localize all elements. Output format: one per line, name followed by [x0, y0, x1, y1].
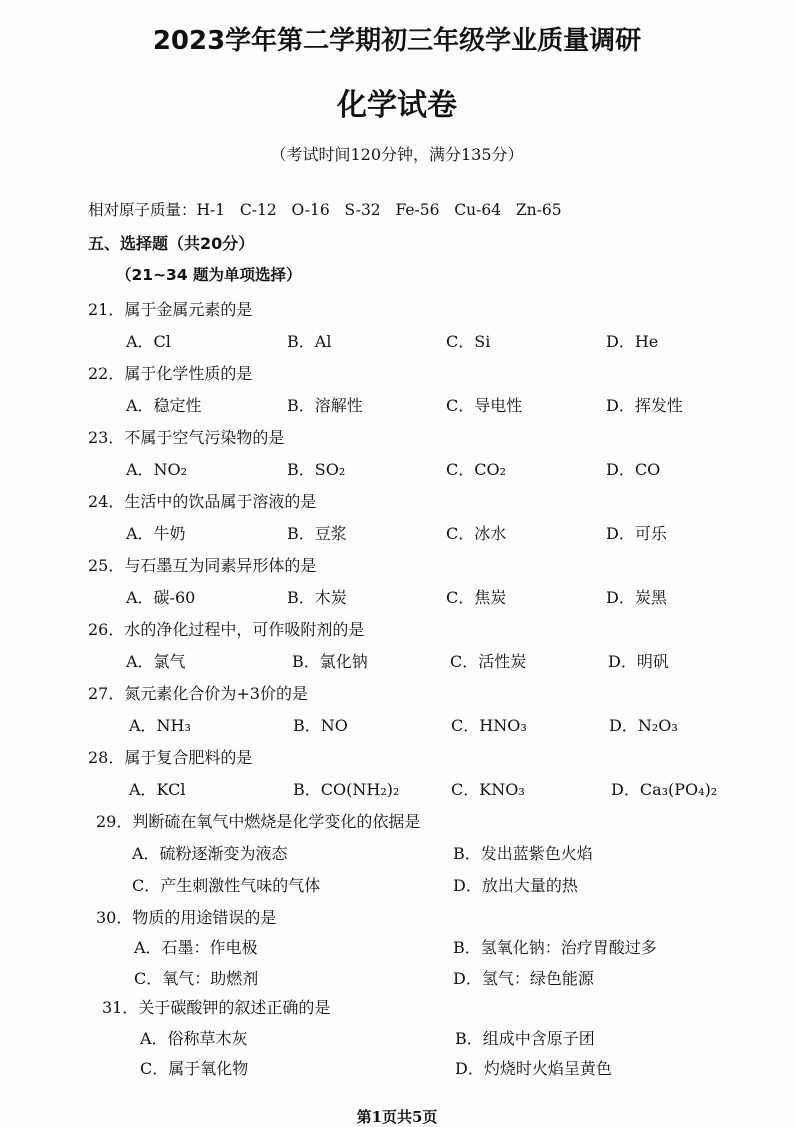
option: C．冰水 [446, 524, 507, 543]
question-stem: 28．属于复合肥料的是 [88, 748, 253, 767]
option: B．Al [287, 332, 332, 351]
exam-title: 2023学年第二学期初三年级学业质量调研 [152, 26, 642, 56]
question-stem: 26．水的净化过程中，可作吸附剂的是 [88, 620, 365, 639]
option: A．稳定性 [126, 396, 202, 415]
option: D．CO [606, 460, 661, 479]
section-instruction: （21~34 题为单项选择） [116, 266, 302, 284]
question-stem: 24．生活中的饮品属于溶液的是 [88, 492, 317, 511]
option: D．明矾 [608, 652, 669, 671]
option: A．硫粉逐渐变为液态 [132, 844, 288, 863]
option: C．产生刺激性气味的气体 [132, 876, 321, 895]
option: C．导电性 [446, 396, 523, 415]
question-stem: 31．关于碳酸钾的叙述正确的是 [102, 998, 331, 1017]
page-number: 第1页共5页 [356, 1108, 438, 1126]
option: C．Si [446, 332, 491, 351]
option: D．挥发性 [606, 396, 683, 415]
option: B．溶解性 [287, 396, 363, 415]
question-stem: 22．属于化学性质的是 [88, 364, 253, 383]
option: A．KCl [129, 780, 186, 799]
option: C．HNO₃ [451, 716, 527, 735]
question-stem: 27．氮元素化合价为+3价的是 [88, 684, 308, 703]
question-stem: 30．物质的用途错误的是 [96, 908, 277, 927]
option: B．氯化钠 [292, 652, 368, 671]
option: D．氢气：绿色能源 [453, 969, 594, 988]
question-stem: 21．属于金属元素的是 [88, 300, 253, 319]
subject-title: 化学试卷 [337, 88, 457, 123]
option: A．碳-60 [126, 588, 196, 607]
option: D．放出大量的热 [453, 876, 578, 895]
section-title: 五、选择题（共20分） [88, 234, 255, 253]
exam-info: （考试时间120分钟，满分135分） [270, 145, 524, 164]
question-stem: 25．与石墨互为同素异形体的是 [88, 556, 317, 575]
question-stem: 29．判断硫在氧气中燃烧是化学变化的依据是 [96, 812, 421, 831]
option: B．NO [293, 716, 348, 735]
option: A．NH₃ [129, 716, 191, 735]
option: A．Cl [126, 332, 171, 351]
option: C．属于氧化物 [140, 1059, 249, 1078]
option: D．N₂O₃ [609, 716, 678, 735]
option: B．CO(NH₂)₂ [293, 780, 400, 799]
option: B．发出蓝紫色火焰 [453, 844, 593, 863]
option: C．KNO₃ [451, 780, 525, 799]
option: D．Ca₃(PO₄)₂ [611, 780, 718, 799]
option: C．氧气：助燃剂 [134, 969, 259, 988]
option: A．牛奶 [126, 524, 186, 543]
question-stem: 23．不属于空气污染物的是 [88, 428, 285, 447]
option: D．He [606, 332, 659, 351]
option: B．组成中含原子团 [455, 1029, 595, 1048]
option: A．俗称草木灰 [140, 1029, 248, 1048]
option: B．豆浆 [287, 524, 347, 543]
option: D．灼烧时火焰呈黄色 [455, 1059, 612, 1078]
option: B．SO₂ [287, 460, 346, 479]
option: A．石墨：作电极 [134, 938, 258, 957]
atomic-masses: 相对原子质量：H-1 C-12 O-16 S-32 Fe-56 Cu-64 Zn-65 [88, 201, 562, 219]
option: C．CO₂ [446, 460, 507, 479]
option: A．氯气 [126, 652, 186, 671]
option: B．木炭 [287, 588, 347, 607]
option: D．炭黑 [606, 588, 667, 607]
option: D．可乐 [606, 524, 667, 543]
option: C．焦炭 [446, 588, 507, 607]
option: B．氢氧化钠：治疗胃酸过多 [453, 938, 657, 957]
option: C．活性炭 [450, 652, 527, 671]
option: A．NO₂ [126, 460, 188, 479]
